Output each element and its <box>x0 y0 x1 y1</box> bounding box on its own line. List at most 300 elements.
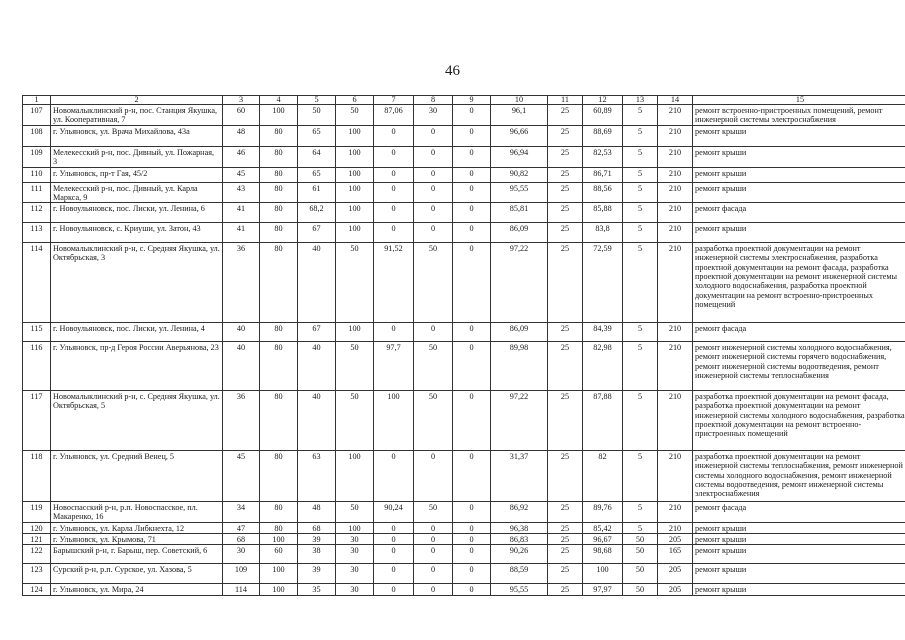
value-cell: 5 <box>623 243 658 323</box>
value-cell: 25 <box>548 545 583 564</box>
value-cell: 85,88 <box>583 203 623 223</box>
work-type-cell: ремонт фасада <box>693 203 905 223</box>
work-type-cell: ремонт крыши <box>693 584 905 595</box>
value-cell: 80 <box>260 522 298 533</box>
value-cell: 80 <box>260 342 298 391</box>
value-cell: 39 <box>298 564 336 584</box>
row-number-cell: 124 <box>23 584 51 595</box>
value-cell: 68 <box>223 534 260 545</box>
work-type-cell: разработка проектной документации на ремонт инженерной системы теплоснабжения, ремонт инженерной системы холодного водоснабжения, ремонт инженерной системы водоотведения, ремонт инженерной системы электроснабжения <box>693 451 905 502</box>
value-cell: 50 <box>623 545 658 564</box>
value-cell: 95,55 <box>491 584 548 595</box>
address-cell: Барышский р-н, г. Барыш, пер. Советский, 6 <box>51 545 223 564</box>
work-type-cell: разработка проектной документации на ремонт инженерной системы электроснабжения, разработка проектной документации на ремонт фасада, разработка проектной документации на ремонт инженерной системы холодного водоснабжения, разработка проектной документации на ремонт встроенно-пристроенных помещений <box>693 243 905 323</box>
value-cell: 25 <box>548 243 583 323</box>
address-cell: г. Ульяновск, пр-д Героя России Аверьянова, 23 <box>51 342 223 391</box>
column-number: 5 <box>298 96 336 105</box>
value-cell: 0 <box>374 167 414 182</box>
value-cell: 85,42 <box>583 522 623 533</box>
table-row <box>23 545 905 564</box>
value-cell: 39 <box>298 534 336 545</box>
table-row <box>23 584 905 595</box>
row-number-cell: 118 <box>23 451 51 502</box>
value-cell: 67 <box>298 323 336 342</box>
value-cell: 86,71 <box>583 167 623 182</box>
value-cell: 0 <box>453 545 491 564</box>
value-cell: 63 <box>298 451 336 502</box>
value-cell: 5 <box>623 203 658 223</box>
value-cell: 25 <box>548 167 583 182</box>
value-cell: 82,98 <box>583 342 623 391</box>
value-cell: 97,7 <box>374 342 414 391</box>
value-cell: 0 <box>414 451 453 502</box>
value-cell: 0 <box>453 522 491 533</box>
value-cell: 210 <box>658 223 693 243</box>
table-row <box>23 342 905 391</box>
address-cell: г. Ульяновск, пр-т Гая, 45/2 <box>51 167 223 182</box>
value-cell: 50 <box>336 243 374 323</box>
value-cell: 85,81 <box>491 203 548 223</box>
value-cell: 0 <box>374 203 414 223</box>
value-cell: 25 <box>548 147 583 168</box>
work-type-cell: ремонт крыши <box>693 564 905 584</box>
value-cell: 40 <box>298 342 336 391</box>
value-cell: 210 <box>658 451 693 502</box>
table-row <box>23 223 905 243</box>
value-cell: 5 <box>623 451 658 502</box>
value-cell: 0 <box>453 126 491 147</box>
value-cell: 0 <box>453 564 491 584</box>
value-cell: 25 <box>548 342 583 391</box>
value-cell: 88,56 <box>583 182 623 203</box>
value-cell: 25 <box>548 522 583 533</box>
value-cell: 86,92 <box>491 502 548 523</box>
value-cell: 96,38 <box>491 522 548 533</box>
value-cell: 0 <box>374 223 414 243</box>
work-type-cell: ремонт крыши <box>693 182 905 203</box>
value-cell: 0 <box>414 203 453 223</box>
value-cell: 210 <box>658 182 693 203</box>
value-cell: 50 <box>336 342 374 391</box>
value-cell: 100 <box>260 534 298 545</box>
value-cell: 210 <box>658 323 693 342</box>
value-cell: 205 <box>658 564 693 584</box>
row-number-cell: 112 <box>23 203 51 223</box>
value-cell: 0 <box>414 182 453 203</box>
value-cell: 5 <box>623 502 658 523</box>
value-cell: 25 <box>548 502 583 523</box>
value-cell: 50 <box>414 243 453 323</box>
value-cell: 47 <box>223 522 260 533</box>
value-cell: 80 <box>260 182 298 203</box>
address-cell: г. Ульяновск, ул. Мира, 24 <box>51 584 223 595</box>
value-cell: 114 <box>223 584 260 595</box>
value-cell: 100 <box>260 105 298 126</box>
address-cell: Сурский р-н, р.п. Сурское, ул. Хазова, 5 <box>51 564 223 584</box>
address-cell: г. Ульяновск, ул. Крымова, 71 <box>51 534 223 545</box>
value-cell: 0 <box>453 105 491 126</box>
value-cell: 0 <box>453 584 491 595</box>
value-cell: 98,68 <box>583 545 623 564</box>
value-cell: 0 <box>374 584 414 595</box>
value-cell: 5 <box>623 223 658 243</box>
data-table <box>22 95 905 596</box>
value-cell: 100 <box>336 223 374 243</box>
table-row <box>23 391 905 451</box>
value-cell: 5 <box>623 182 658 203</box>
value-cell: 0 <box>374 182 414 203</box>
value-cell: 0 <box>453 203 491 223</box>
value-cell: 0 <box>453 342 491 391</box>
value-cell: 210 <box>658 522 693 533</box>
value-cell: 0 <box>414 126 453 147</box>
address-cell: г. Ульяновск, ул. Врача Михайлова, 43а <box>51 126 223 147</box>
row-number-cell: 115 <box>23 323 51 342</box>
value-cell: 0 <box>414 584 453 595</box>
value-cell: 90,24 <box>374 502 414 523</box>
value-cell: 100 <box>374 391 414 451</box>
column-number: 7 <box>374 96 414 105</box>
value-cell: 30 <box>336 534 374 545</box>
value-cell: 89,98 <box>491 342 548 391</box>
value-cell: 31,37 <box>491 451 548 502</box>
column-number: 10 <box>491 96 548 105</box>
value-cell: 68,2 <box>298 203 336 223</box>
table-row <box>23 451 905 502</box>
value-cell: 0 <box>374 147 414 168</box>
value-cell: 88,59 <box>491 564 548 584</box>
value-cell: 96,67 <box>583 534 623 545</box>
value-cell: 0 <box>414 223 453 243</box>
value-cell: 50 <box>298 105 336 126</box>
value-cell: 0 <box>414 323 453 342</box>
value-cell: 80 <box>260 147 298 168</box>
value-cell: 0 <box>374 534 414 545</box>
value-cell: 50 <box>623 584 658 595</box>
work-type-cell: ремонт крыши <box>693 147 905 168</box>
value-cell: 0 <box>414 534 453 545</box>
value-cell: 210 <box>658 167 693 182</box>
row-number-cell: 110 <box>23 167 51 182</box>
value-cell: 50 <box>414 502 453 523</box>
table-row <box>23 243 905 323</box>
value-cell: 25 <box>548 126 583 147</box>
column-number: 13 <box>623 96 658 105</box>
column-number: 3 <box>223 96 260 105</box>
row-number-cell: 109 <box>23 147 51 168</box>
value-cell: 89,76 <box>583 502 623 523</box>
work-type-cell: ремонт крыши <box>693 545 905 564</box>
work-type-cell: ремонт крыши <box>693 522 905 533</box>
value-cell: 210 <box>658 203 693 223</box>
value-cell: 100 <box>260 584 298 595</box>
value-cell: 100 <box>336 147 374 168</box>
value-cell: 80 <box>260 203 298 223</box>
value-cell: 0 <box>453 391 491 451</box>
value-cell: 87,88 <box>583 391 623 451</box>
value-cell: 64 <box>298 147 336 168</box>
row-number-cell: 123 <box>23 564 51 584</box>
value-cell: 100 <box>336 167 374 182</box>
value-cell: 0 <box>374 545 414 564</box>
value-cell: 205 <box>658 584 693 595</box>
value-cell: 0 <box>453 182 491 203</box>
value-cell: 0 <box>414 147 453 168</box>
value-cell: 25 <box>548 584 583 595</box>
work-type-cell: ремонт фасада <box>693 323 905 342</box>
address-cell: Новоспасский р-н, р.п. Новоспасское, пл. Макаренко, 16 <box>51 502 223 523</box>
column-number: 12 <box>583 96 623 105</box>
value-cell: 0 <box>453 534 491 545</box>
value-cell: 210 <box>658 342 693 391</box>
value-cell: 210 <box>658 502 693 523</box>
value-cell: 86,09 <box>491 323 548 342</box>
row-number-cell: 108 <box>23 126 51 147</box>
value-cell: 60,89 <box>583 105 623 126</box>
table-row <box>23 182 905 203</box>
value-cell: 0 <box>453 147 491 168</box>
address-cell: Мелекесский р-н, пос. Дивный, ул. Карла Маркса, 9 <box>51 182 223 203</box>
value-cell: 86,09 <box>491 223 548 243</box>
value-cell: 80 <box>260 167 298 182</box>
value-cell: 80 <box>260 451 298 502</box>
value-cell: 45 <box>223 451 260 502</box>
value-cell: 210 <box>658 147 693 168</box>
value-cell: 100 <box>583 564 623 584</box>
value-cell: 100 <box>336 522 374 533</box>
address-cell: г. Новоульяновск, пос. Лиски, ул. Ленина, 6 <box>51 203 223 223</box>
value-cell: 30 <box>336 584 374 595</box>
value-cell: 61 <box>298 182 336 203</box>
column-number: 15 <box>693 96 905 105</box>
value-cell: 0 <box>453 243 491 323</box>
column-number: 9 <box>453 96 491 105</box>
value-cell: 100 <box>336 323 374 342</box>
value-cell: 25 <box>548 203 583 223</box>
value-cell: 25 <box>548 564 583 584</box>
column-number: 2 <box>51 96 223 105</box>
value-cell: 50 <box>623 564 658 584</box>
value-cell: 210 <box>658 105 693 126</box>
value-cell: 25 <box>548 534 583 545</box>
value-cell: 210 <box>658 126 693 147</box>
table-row <box>23 323 905 342</box>
value-cell: 90,26 <box>491 545 548 564</box>
address-cell: г. Ульяновск, ул. Средний Венец, 5 <box>51 451 223 502</box>
value-cell: 100 <box>336 451 374 502</box>
value-cell: 0 <box>453 502 491 523</box>
value-cell: 0 <box>374 564 414 584</box>
value-cell: 100 <box>260 564 298 584</box>
value-cell: 0 <box>414 522 453 533</box>
value-cell: 25 <box>548 391 583 451</box>
value-cell: 97,97 <box>583 584 623 595</box>
table-row <box>23 564 905 584</box>
value-cell: 5 <box>623 342 658 391</box>
value-cell: 5 <box>623 391 658 451</box>
value-cell: 50 <box>336 105 374 126</box>
value-cell: 65 <box>298 126 336 147</box>
value-cell: 0 <box>453 323 491 342</box>
value-cell: 80 <box>260 243 298 323</box>
value-cell: 25 <box>548 182 583 203</box>
row-number-cell: 117 <box>23 391 51 451</box>
value-cell: 30 <box>414 105 453 126</box>
value-cell: 0 <box>374 323 414 342</box>
address-cell: Мелекесский р-н, пос. Дивный, ул. Пожарная, 3 <box>51 147 223 168</box>
address-cell: Новомалыклинский р-н, пос. Станция Якушка, ул. Кооперативная, 7 <box>51 105 223 126</box>
work-type-cell: ремонт инженерной системы холодного водоснабжения, ремонт инженерной системы горячего водоснабжения, ремонт инженерной системы водоотведения, ремонт инженерной системы теплоснабжения <box>693 342 905 391</box>
value-cell: 80 <box>260 323 298 342</box>
value-cell: 80 <box>260 223 298 243</box>
column-number: 4 <box>260 96 298 105</box>
work-type-cell: разработка проектной документации на ремонт фасада, разработка проектной документации на ремонт инженерной системы холодного водоснабжения, разработка проектной документации на ремонт встроенно-пристроенных помещений <box>693 391 905 451</box>
value-cell: 46 <box>223 147 260 168</box>
value-cell: 5 <box>623 167 658 182</box>
table-row <box>23 203 905 223</box>
value-cell: 68 <box>298 522 336 533</box>
value-cell: 97,22 <box>491 243 548 323</box>
row-number-cell: 119 <box>23 502 51 523</box>
value-cell: 88,69 <box>583 126 623 147</box>
value-cell: 84,39 <box>583 323 623 342</box>
address-cell: Новомалыклинский р-н, с. Средняя Якушка, ул. Октябрьская, 5 <box>51 391 223 451</box>
value-cell: 96,94 <box>491 147 548 168</box>
row-number-cell: 113 <box>23 223 51 243</box>
table-row <box>23 147 905 168</box>
value-cell: 50 <box>336 502 374 523</box>
column-number: 8 <box>414 96 453 105</box>
value-cell: 41 <box>223 223 260 243</box>
value-cell: 38 <box>298 545 336 564</box>
row-number-cell: 111 <box>23 182 51 203</box>
value-cell: 60 <box>260 545 298 564</box>
column-number: 11 <box>548 96 583 105</box>
value-cell: 0 <box>453 223 491 243</box>
value-cell: 90,82 <box>491 167 548 182</box>
work-type-cell: ремонт крыши <box>693 167 905 182</box>
page-number: 46 <box>445 63 460 79</box>
row-number-cell: 122 <box>23 545 51 564</box>
column-number: 1 <box>23 96 51 105</box>
value-cell: 0 <box>414 564 453 584</box>
address-cell: Новомалыклинский р-н, с. Средняя Якушка, ул. Октябрьская, 3 <box>51 243 223 323</box>
value-cell: 91,52 <box>374 243 414 323</box>
value-cell: 5 <box>623 147 658 168</box>
value-cell: 96,1 <box>491 105 548 126</box>
value-cell: 0 <box>374 126 414 147</box>
row-number-cell: 107 <box>23 105 51 126</box>
value-cell: 40 <box>298 243 336 323</box>
value-cell: 210 <box>658 243 693 323</box>
value-cell: 0 <box>374 522 414 533</box>
table-row <box>23 502 905 523</box>
value-cell: 95,55 <box>491 182 548 203</box>
value-cell: 36 <box>223 243 260 323</box>
value-cell: 0 <box>414 167 453 182</box>
value-cell: 0 <box>414 545 453 564</box>
value-cell: 50 <box>414 391 453 451</box>
value-cell: 86,83 <box>491 534 548 545</box>
value-cell: 67 <box>298 223 336 243</box>
address-cell: г. Ульяновск, ул. Карла Либкнехта, 12 <box>51 522 223 533</box>
value-cell: 0 <box>453 167 491 182</box>
value-cell: 165 <box>658 545 693 564</box>
value-cell: 100 <box>336 203 374 223</box>
work-type-cell: ремонт крыши <box>693 534 905 545</box>
value-cell: 48 <box>298 502 336 523</box>
value-cell: 25 <box>548 451 583 502</box>
row-number-cell: 114 <box>23 243 51 323</box>
row-number-cell: 116 <box>23 342 51 391</box>
value-cell: 36 <box>223 391 260 451</box>
value-cell: 80 <box>260 391 298 451</box>
value-cell: 87,06 <box>374 105 414 126</box>
work-type-cell: ремонт фасада <box>693 502 905 523</box>
table-row <box>23 105 905 126</box>
value-cell: 5 <box>623 522 658 533</box>
value-cell: 5 <box>623 126 658 147</box>
value-cell: 100 <box>336 126 374 147</box>
value-cell: 50 <box>336 391 374 451</box>
value-cell: 83,8 <box>583 223 623 243</box>
table-header-row <box>23 96 905 105</box>
table-row <box>23 534 905 545</box>
row-number-cell: 120 <box>23 522 51 533</box>
value-cell: 0 <box>453 451 491 502</box>
address-cell: г. Новоульяновск, с. Криуши, ул. Затон, 43 <box>51 223 223 243</box>
value-cell: 5 <box>623 105 658 126</box>
value-cell: 80 <box>260 502 298 523</box>
value-cell: 30 <box>336 564 374 584</box>
column-number: 6 <box>336 96 374 105</box>
address-cell: г. Новоульяновск, пос. Лиски, ул. Ленина, 4 <box>51 323 223 342</box>
value-cell: 65 <box>298 167 336 182</box>
value-cell: 5 <box>623 323 658 342</box>
value-cell: 40 <box>223 323 260 342</box>
value-cell: 96,66 <box>491 126 548 147</box>
value-cell: 43 <box>223 182 260 203</box>
value-cell: 50 <box>414 342 453 391</box>
column-number: 14 <box>658 96 693 105</box>
value-cell: 40 <box>298 391 336 451</box>
value-cell: 109 <box>223 564 260 584</box>
value-cell: 25 <box>548 105 583 126</box>
value-cell: 30 <box>223 545 260 564</box>
value-cell: 34 <box>223 502 260 523</box>
value-cell: 50 <box>623 534 658 545</box>
work-type-cell: ремонт крыши <box>693 126 905 147</box>
value-cell: 0 <box>374 451 414 502</box>
table-row <box>23 126 905 147</box>
value-cell: 40 <box>223 342 260 391</box>
value-cell: 82,53 <box>583 147 623 168</box>
table-row <box>23 522 905 533</box>
work-type-cell: ремонт встроенно-пристроенных помещений, ремонт инженерной системы электроснабжения <box>693 105 905 126</box>
value-cell: 25 <box>548 223 583 243</box>
value-cell: 45 <box>223 167 260 182</box>
value-cell: 72,59 <box>583 243 623 323</box>
value-cell: 60 <box>223 105 260 126</box>
value-cell: 100 <box>336 182 374 203</box>
value-cell: 210 <box>658 391 693 451</box>
row-number-cell: 121 <box>23 534 51 545</box>
value-cell: 97,22 <box>491 391 548 451</box>
value-cell: 25 <box>548 323 583 342</box>
value-cell: 35 <box>298 584 336 595</box>
work-type-cell: ремонт крыши <box>693 223 905 243</box>
value-cell: 30 <box>336 545 374 564</box>
